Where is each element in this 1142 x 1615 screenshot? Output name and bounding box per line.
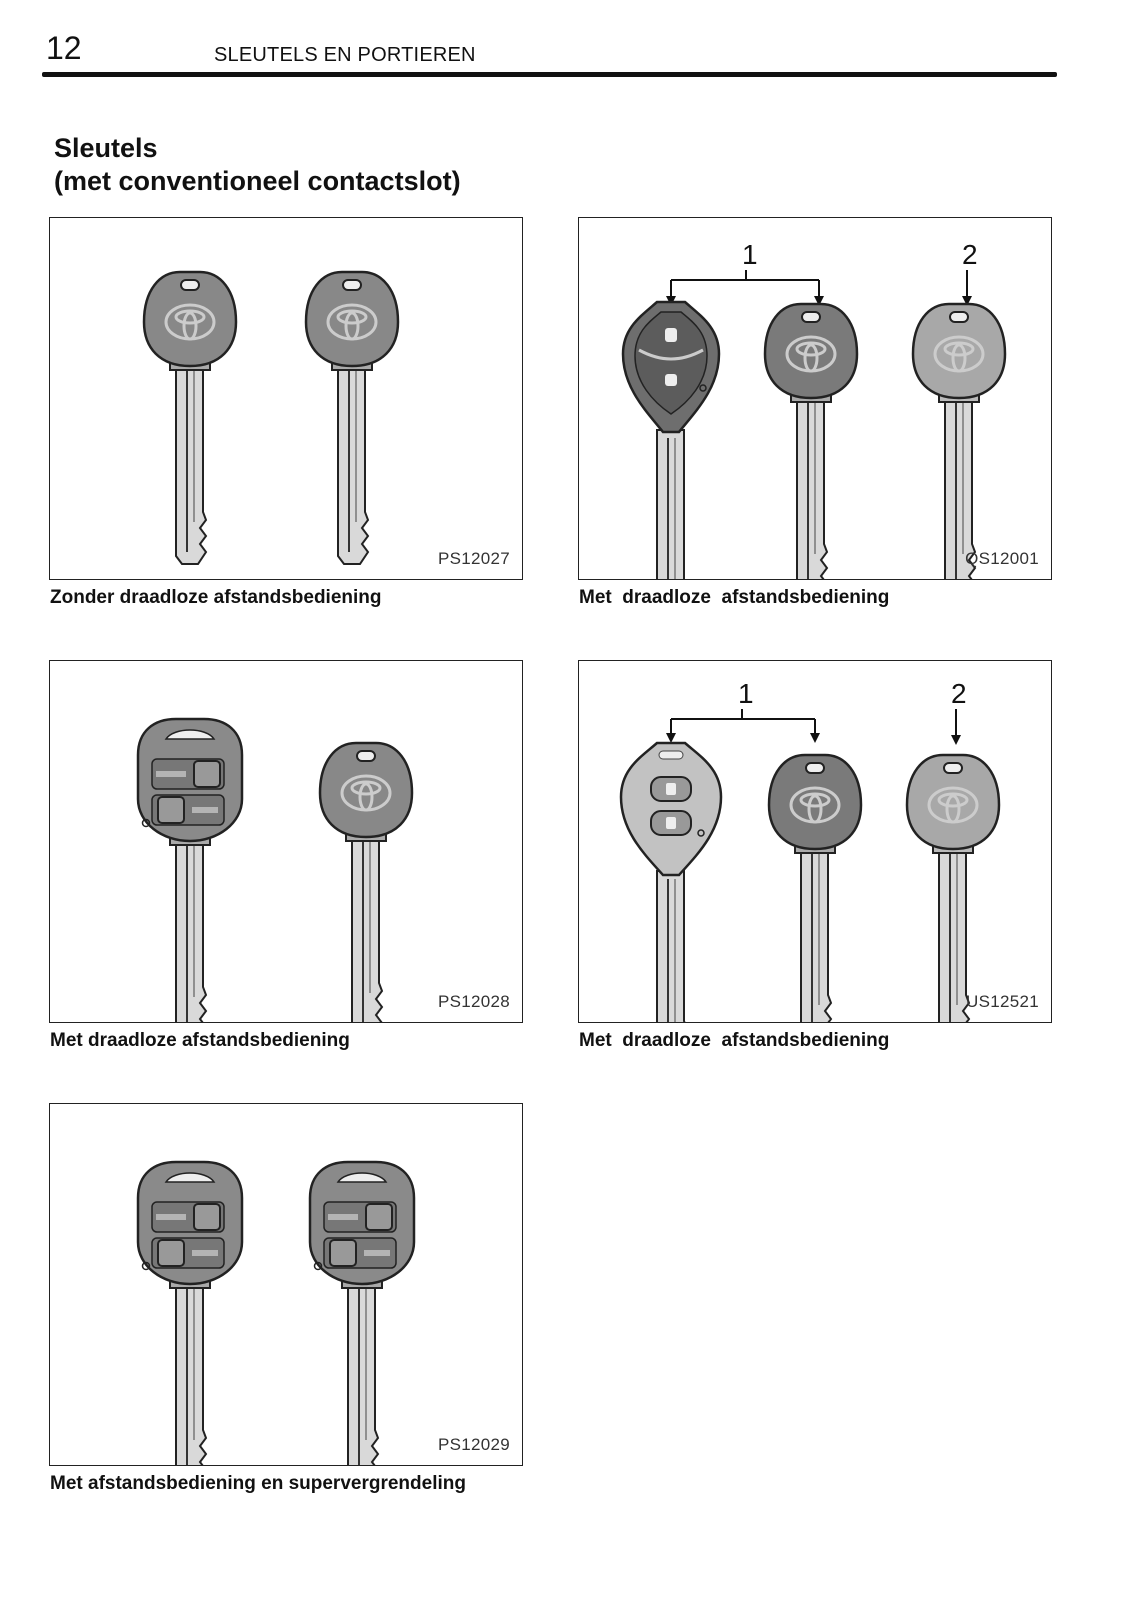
key-remote-triangle-icon — [621, 743, 721, 1022]
key-plain-icon — [907, 755, 999, 1022]
figure-keys-remote-buttons — [49, 660, 523, 1023]
key-plain-icon — [144, 272, 236, 564]
section-title-line2: (met conventioneel contactslot) — [54, 166, 461, 196]
key-plain-icon — [769, 755, 861, 1022]
figure-keys-remote-triangle-light — [578, 660, 1052, 1023]
label-1: 1 — [738, 678, 754, 709]
key-plain-icon — [306, 272, 398, 564]
figure-caption: Met draadloze afstandsbediening — [579, 1030, 890, 1051]
figure-keys-plain — [49, 217, 523, 580]
header-rule — [42, 72, 1057, 77]
figure-caption: Met afstandsbediening en supervergrendeling — [50, 1473, 466, 1494]
header-title: SLEUTELS EN PORTIEREN — [214, 44, 476, 66]
key-remote-buttons-icon — [138, 719, 242, 1022]
key-remote-triangle-icon — [623, 302, 719, 579]
label-2: 2 — [962, 239, 978, 270]
figure-code: PS12029 — [437, 1435, 510, 1454]
figure-keys-superlock — [49, 1103, 523, 1466]
label-2: 2 — [951, 678, 967, 709]
section-title-line1: Sleutels — [54, 133, 158, 163]
key-plain-icon — [320, 743, 412, 1022]
key-plain-icon — [765, 304, 857, 579]
label-1: 1 — [742, 239, 758, 270]
page-number: 12 — [46, 30, 82, 66]
key-plain-icon — [913, 304, 1005, 579]
bracket-arrow — [666, 709, 961, 745]
figure-code: QS12001 — [965, 549, 1039, 568]
figure-code: PS12027 — [437, 549, 510, 568]
key-remote-buttons-icon — [138, 1162, 242, 1465]
figure-keys-remote-triangle — [578, 217, 1052, 580]
bracket-arrow — [666, 270, 972, 306]
figure-code: PS12028 — [437, 992, 510, 1011]
section-title — [54, 132, 461, 198]
key-remote-buttons-icon — [310, 1162, 414, 1465]
figure-code: US12521 — [966, 992, 1039, 1011]
figure-caption: Met draadloze afstandsbediening — [579, 587, 890, 608]
figure-caption: Zonder draadloze afstandsbediening — [50, 587, 382, 608]
figure-caption: Met draadloze afstandsbediening — [50, 1030, 350, 1051]
